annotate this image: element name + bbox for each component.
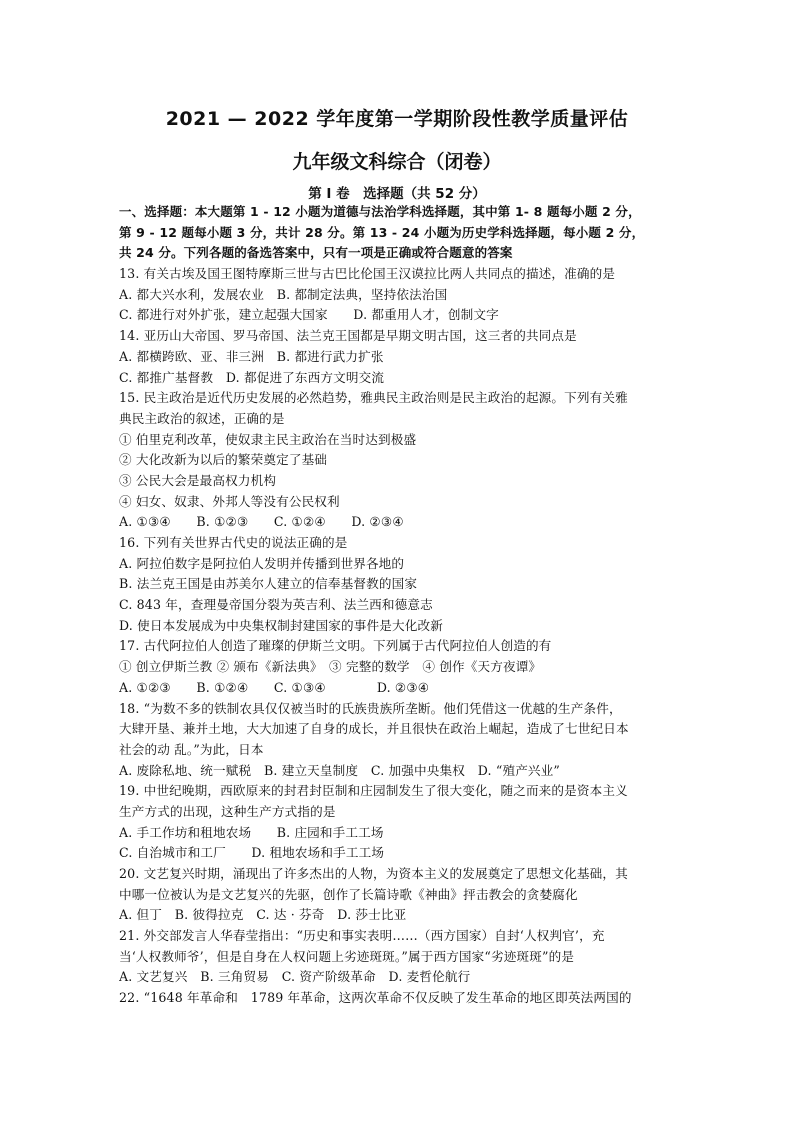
statement-item: ① 伯里克利改革，使奴隶主民主政治在当时达到极盛 <box>119 431 417 447</box>
question-text: 16. 下列有关世界古代史的说法正确的是 <box>119 535 348 550</box>
question-text: 典民主政治的叙述，正确的是 <box>119 410 285 426</box>
question-text: 当‘人权教师爷’，但是自身在人权问题上劣迹斑斑。”属于西方国家“劣迹斑斑”的是 <box>119 948 575 964</box>
exam-title: 2021 — 2022 学年度第一学期阶段性教学质量评估 <box>165 108 629 130</box>
statement-item: ④ 妇女、奴隶、外邦人等没有公民权利 <box>119 493 340 509</box>
answer-options: A. ①②③ B. ①②④ C. ①③④ D. ②③④ <box>119 679 430 695</box>
question-body <box>119 202 679 1009</box>
answer-options: A. ①③④ B. ①②③ C. ①②④ D. ②③④ <box>119 514 404 530</box>
section-heading: 第 Ⅰ 卷 选择题（共 52 分） <box>308 186 486 202</box>
question-text: 14. 亚历山大帝国、罗马帝国、法兰克王国都是早期文明古国，这三者的共同点是 <box>119 328 577 344</box>
answer-options: C. 843 年，查理曼帝国分裂为英吉利、法兰西和德意志 <box>119 597 433 613</box>
question-text: 社会的动 乱。”为此，日本 <box>119 741 264 757</box>
answer-options: B. 法兰克王国是由苏美尔人建立的信奉基督教的国家 <box>119 576 418 592</box>
statement-item: ③ 公民大会是最高权力机构 <box>119 472 277 488</box>
instruction-line: 一、选择题：本大题第 1 - 12 小题为道德与法治学科选择题，其中第 1- 8 题每小题 2 分， <box>119 204 641 219</box>
question-text: 21. 外交部发言人华春莹指出：“历史和事实表明……（西方国家）自封‘人权判官’，充 <box>119 928 605 944</box>
answer-options: C. 都进行对外扩张，建立起强大国家 D. 都重用人才，创制文字 <box>119 307 499 323</box>
exam-subtitle: 九年级文科综合（闭卷） <box>292 151 502 173</box>
answer-options: A. 废除私地、统一赋税 B. 建立天皇制度 C. 加强中央集权 D. “殖产兴业” <box>119 762 561 778</box>
answer-options: A. 阿拉伯数字是阿拉伯人发明并传播到世界各地的 <box>119 555 405 571</box>
question-text: 大肆开垦、兼并土地，大大加速了自身的成长，并且很快在政治上崛起，造成了七世纪日本 <box>119 721 629 737</box>
statement-item: ① 创立伊斯兰教 ② 颁布《新法典》 ③ 完整的数学 ④ 创作《天方夜谭》 <box>119 659 542 675</box>
answer-options: C. 都推广基督教 D. 都促进了东西方文明交流 <box>119 369 385 385</box>
answer-options: A. 文艺复兴 B. 三角贸易 C. 资产阶级革命 D. 麦哲伦航行 <box>119 969 471 985</box>
question-text: 15. 民主政治是近代历史发展的必然趋势，雅典民主政治则是民主政治的起源。下列有关雅 <box>119 390 628 406</box>
answer-options: A. 但丁 B. 彼得拉克 C. 达 · 芬奇 D. 莎士比亚 <box>119 907 407 923</box>
question-text: 中哪一位被认为是文艺复兴的先驱，创作了长篇诗歌《神曲》抨击教会的贪婪腐化 <box>119 886 578 902</box>
answer-options: C. 自治城市和工厂 D. 租地农场和手工工场 <box>119 845 385 861</box>
question-text: 22. “1648 年革命和 1789 年革命，这两次革命不仅反映了发生革命的地区即英法两国的 <box>119 990 632 1006</box>
instruction-line: 第 9 - 12 题每小题 3 分，共计 28 分。第 13 - 24 小题为历史学科选择题，每小题 2 分， <box>119 224 645 240</box>
answer-options: A. 都横跨欧、亚、非三洲 B. 都进行武力扩张 <box>119 348 384 364</box>
question-text: 生产方式的出现，这种生产方式指的是 <box>119 803 336 819</box>
question-text: 17. 古代阿拉伯人创造了璀璨的伊斯兰文明。下列属于古代阿拉伯人创造的有 <box>119 638 552 654</box>
answer-options: A. 手工作坊和租地农场 B. 庄园和手工工场 <box>119 824 384 840</box>
question-text: 18. “为数不多的铁制农具仅仅被当时的氏族贵族所垄断。他们凭借这一优越的生产条件， <box>119 700 622 716</box>
question-text: 13. 有关古埃及国王图特摩斯三世与古巴比伦国王汉谟拉比两人共同点的描述，准确的是 <box>119 266 616 282</box>
instruction-line: 共 24 分。下列各题的备选答案中，只有一项是正确或符合题意的答案 <box>119 245 513 261</box>
answer-options: A. 都大兴水利，发展农业 B. 都制定法典，坚持依法治国 <box>119 286 448 302</box>
question-text: 19. 中世纪晚期，西欧原来的封君封臣制和庄园制发生了很大变化，随之而来的是资本主义 <box>119 783 628 799</box>
question-text: 20. 文艺复兴时期，涌现出了许多杰出的人物，为资本主义的发展奠定了思想文化基础，其 <box>119 866 628 881</box>
answer-options: D. 使日本发展成为中央集权制封建国家的事件是大化改新 <box>119 617 443 633</box>
statement-item: ② 大化改新为以后的繁荣奠定了基础 <box>119 452 328 468</box>
